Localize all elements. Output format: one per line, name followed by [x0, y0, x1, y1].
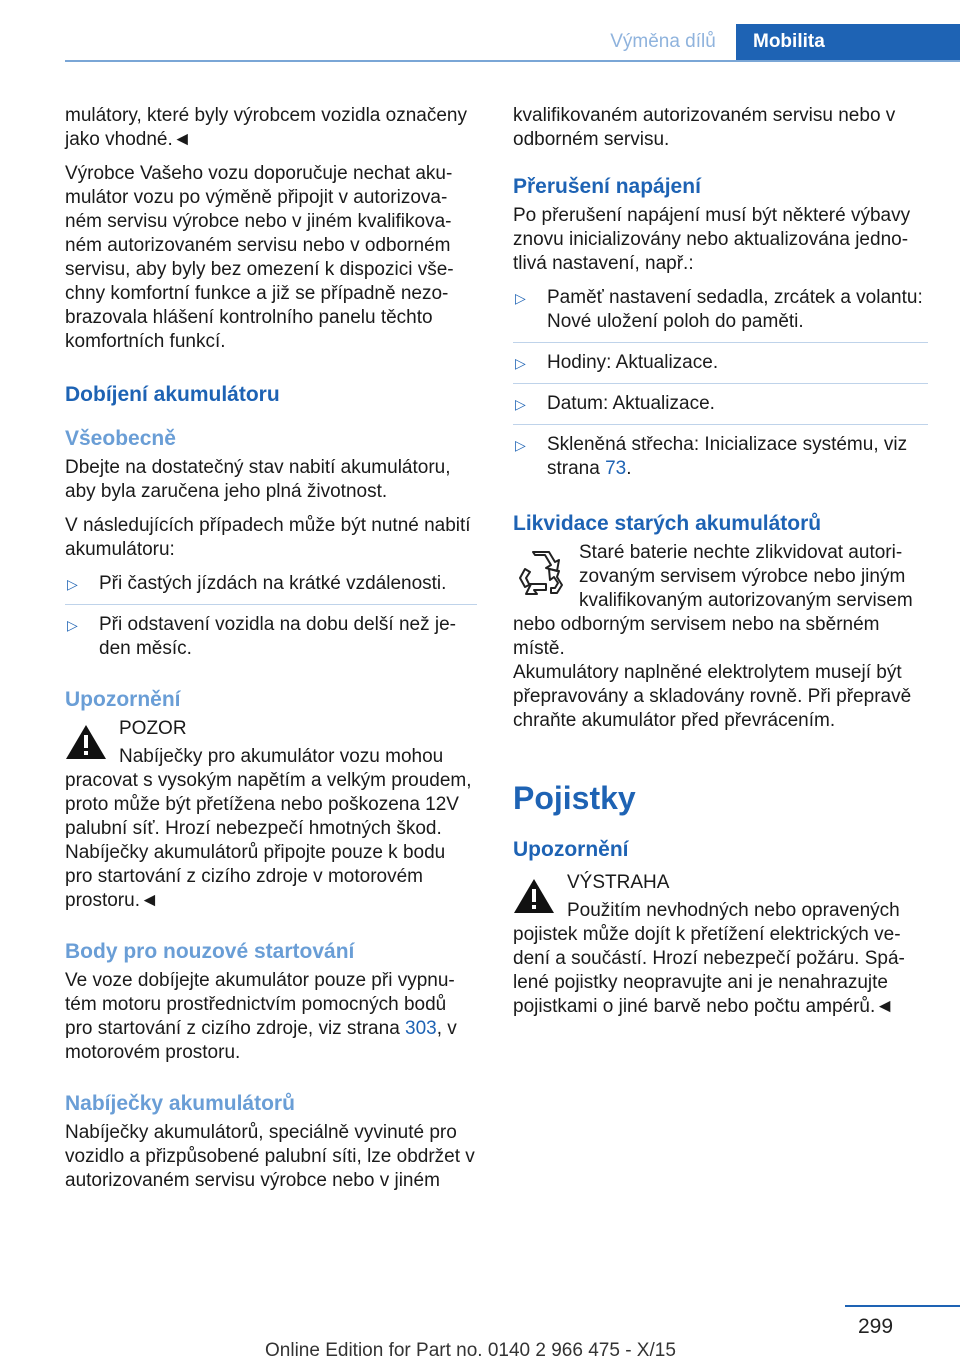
paragraph-text: Ve voze dobíjejte akumulátor pouze při vypnutém motoru prostřednictvím pomocných bodů pro startování z cizího zdroje, viz strana: [65, 970, 455, 1039]
bullet-list: [513, 286, 928, 489]
edition-footer: Online Edition for Part no. 0140 2 966 475 - X/15: [265, 1340, 676, 1361]
warning-triangle-icon: [65, 723, 107, 761]
subsection-heading: Upozornění: [65, 688, 181, 711]
list-item: [513, 392, 928, 425]
triangle-bullet-icon: ▷: [515, 437, 526, 453]
paragraph: Dbejte na dostatečný stav nabití akumulátoru, aby byla zaručena jeho plná životnost.: [65, 457, 451, 502]
paragraph: mulátory, které byly výrobcem vozidla označeny jako vhodné.◄: [65, 105, 467, 150]
page-number: 299: [858, 1315, 894, 1338]
triangle-bullet-icon: ▷: [515, 355, 526, 371]
triangle-bullet-icon: ▷: [67, 576, 78, 592]
list-item-text: Paměť nastavení sedadla, zrcátek a volantu: Nové uložení poloh do paměti.: [547, 287, 923, 332]
bullet-list: [65, 572, 477, 669]
recycle-note: [513, 541, 928, 661]
page-link-73[interactable]: 73: [605, 458, 627, 479]
warning-title: VÝSTRAHA: [567, 872, 670, 893]
list-item-text: Datum: Aktualizace.: [547, 393, 715, 414]
paragraph-text: , v motorovém prostoru.: [65, 1018, 457, 1063]
paragraph: [65, 969, 477, 1065]
header-chapter: [736, 24, 960, 60]
header-chapter-label: Mobilita: [753, 31, 825, 52]
subsection-heading: Přerušení napájení: [513, 175, 701, 198]
subsection-heading: Všeobecně: [65, 427, 176, 450]
list-item: [513, 433, 928, 489]
right-column: [513, 104, 928, 1019]
warning-note: [513, 871, 928, 1019]
list-item: [513, 286, 928, 343]
warning-title: POZOR: [119, 718, 187, 739]
list-item-text: Při častých jízdách na krátké vzdálenosti.: [99, 573, 447, 594]
paragraph: Po přerušení napájení musí být některé výbavy znovu inicializovány nebo aktualizována jednotlivá nastavení, např.:: [513, 205, 911, 274]
subsection-heading: Upozornění: [513, 838, 629, 861]
paragraph: Akumulátory naplněné elektrolytem musejí být přepravovány a skladovány rovně. Při přepravě chraňte akumulátor před převrácením.: [513, 662, 912, 731]
section-heading: Dobíjení akumulátoru: [65, 383, 280, 406]
footer-rule: [845, 1305, 960, 1307]
chapter-heading: Pojistky: [513, 780, 636, 816]
left-column: [65, 104, 477, 1203]
warning-text: Použitím nevhodných nebo opravených pojistek může dojít k přetížení elektrických vedení a součástí. Hrozí nebezpečí požáru. Spálené pojistky neopravujte ani je nenahrazujte pojistkami o jiné barvě nebo počtu ampérů.◄: [513, 900, 905, 1017]
list-item-text: Hodiny: Aktualizace.: [547, 352, 719, 373]
warning-triangle-icon: [513, 877, 555, 915]
warning-note: [65, 717, 477, 913]
list-item: [65, 613, 477, 669]
paragraph: Nabíječky akumulátorů, speciálně vyvinuté pro vozidlo a přizpůsobené palubní síti, lze obdržet v autorizovaném servisu výrobce nebo v jiném: [65, 1122, 475, 1191]
list-item-text: Skleněná střecha: Inicializace systému, viz strana: [547, 434, 908, 479]
recycle-icon: [513, 547, 567, 601]
header-rule: [65, 60, 960, 62]
recycle-text: Staré baterie nechte zlikvidovat autorizovaným servisem výrobce nebo jiným kvalifikovaným autorizovaným servisem nebo odborným servisem nebo na sběrném místě.: [513, 542, 913, 659]
paragraph: V následujících případech může být nutné nabití akumulátoru:: [65, 515, 471, 560]
page-link-303[interactable]: 303: [405, 1018, 437, 1039]
list-item: [65, 572, 477, 605]
list-item-text: .: [626, 458, 632, 479]
subsection-heading: Likvidace starých akumulátorů: [513, 512, 822, 535]
subsection-heading: Body pro nouzové startování: [65, 940, 355, 963]
warning-text: Nabíječky pro akumulátor vozu mohou pracovat s vysokým napětím a velkým proudem, proto může být přetížena nebo poškozena 12V palubní síť. Hrozí nebezpečí hmotných škod. Nabíječky akumulátorů připojte pouze k bodu pro startování z cizího zdroje v motorovém prostoru.◄: [65, 746, 472, 911]
subsection-heading: Nabíječky akumulátorů: [65, 1092, 295, 1115]
paragraph: Výrobce Vašeho vozu doporučuje nechat akumulátor vozu po výměně připojit v autorizovaném servisu výrobce nebo v jiném kvalifikovaném autorizovaném servisu nebo v odborném servisu, aby byly bez omezení k dispozici všechny komfortní funkce a již se případně nezobrazovala hlášení kontrolního panelu těchto komfortních funkcí.: [65, 163, 454, 352]
header-section: Výměna dílů: [610, 31, 716, 52]
list-item: [513, 351, 928, 384]
triangle-bullet-icon: ▷: [67, 617, 78, 633]
paragraph: kvalifikovaném autorizovaném servisu nebo v odborném servisu.: [513, 105, 896, 150]
triangle-bullet-icon: ▷: [515, 290, 526, 306]
list-item-text: Při odstavení vozidla na dobu delší než jeden měsíc.: [99, 614, 456, 659]
triangle-bullet-icon: ▷: [515, 396, 526, 412]
